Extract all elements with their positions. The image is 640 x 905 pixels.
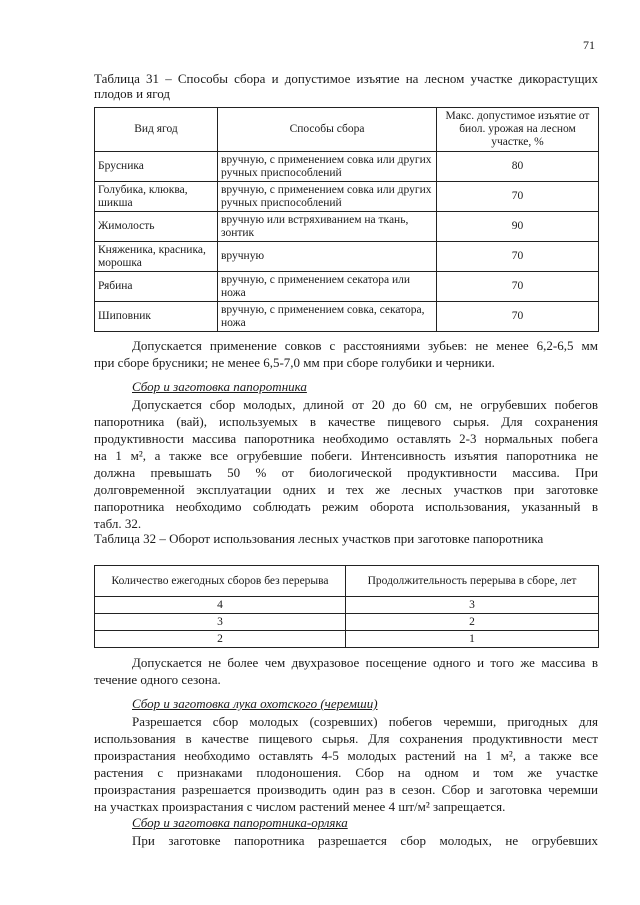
- table31-cell: Брусника: [95, 152, 218, 182]
- text-line: должна превышать 50 % от биологической продуктивности массива. При: [94, 465, 598, 480]
- table31-header-cell: Вид ягод: [95, 108, 218, 152]
- table31-cell: Рябина: [95, 272, 218, 302]
- text-line: Допускается не более чем двухразовое посещение одного и того же массива в: [132, 655, 598, 670]
- table31-cell: 80: [437, 152, 599, 182]
- table31: [94, 107, 599, 332]
- table32-cell: 3: [95, 614, 346, 631]
- table-row: [95, 614, 599, 631]
- text-line: папоротника необходимо соблюдать режим оборота использования, указанный в: [94, 499, 598, 514]
- table31-cell: 90: [437, 212, 599, 242]
- table31-cell: 70: [437, 242, 599, 272]
- table32-header-row: [95, 566, 599, 597]
- section-heading-wild-garlic: Сбор и заготовка лука охотского (черемши): [132, 696, 378, 711]
- table32-header-cell: Количество ежегодных сборов без перерыва: [95, 566, 346, 597]
- table31-header-cell: Макс. допустимое изъятие от биол. урожая на лесном участке, %: [437, 108, 599, 152]
- table32-cell: 2: [346, 614, 599, 631]
- table32: [94, 565, 599, 648]
- text-line: табл. 32.: [94, 516, 142, 531]
- table32-cell: 3: [346, 597, 599, 614]
- section-heading-fern: Сбор и заготовка папоротника: [132, 379, 307, 394]
- table-row: [95, 631, 599, 648]
- text-line: Допускается применение совков с расстояниями зубьев: не менее 6,2-6,5 мм: [132, 338, 598, 353]
- table-row: [95, 272, 599, 302]
- table32-cell: 2: [95, 631, 346, 648]
- table32-cell: 1: [346, 631, 599, 648]
- text-line: Разрешается сбор молодых (созревших) побегов черемши, пригодных для: [132, 714, 598, 729]
- table31-header-row: [95, 108, 599, 152]
- table31-cell: Голубика, клюква, шикша: [95, 182, 218, 212]
- text-line: использования в качестве пищевого сырья. Для сохранения продуктивности мест: [94, 731, 598, 746]
- table-row: [95, 242, 599, 272]
- text-line: произрастания необходимо оставлять 4-5 молодых растений на 1 м², а также все: [94, 748, 598, 763]
- table31-header-cell: Способы сбора: [218, 108, 437, 152]
- table-row: [95, 597, 599, 614]
- table31-cell: вручную, с применением совка или других ручных приспособлений: [218, 182, 437, 212]
- paragraph-fern: [94, 396, 598, 532]
- text-line: течение одного сезона.: [94, 672, 221, 687]
- text-line: Допускается сбор молодых, длиной от 20 до 60 см, не огрубевших побегов: [132, 397, 598, 412]
- table32-header-cell: Продолжительность перерыва в сборе, лет: [346, 566, 599, 597]
- table32-cell: 4: [95, 597, 346, 614]
- text-line: при сборе брусники; не менее 6,5-7,0 мм при сборе голубики и черники.: [94, 355, 495, 370]
- table-row: [95, 182, 599, 212]
- table31-cell: вручную, с применением совка, секатора, ножа: [218, 302, 437, 332]
- table31-cell: Жимолость: [95, 212, 218, 242]
- text-line: папоротника (вай), используемых в качестве пищевого сырья. Для сохранения: [94, 414, 598, 429]
- table32-caption: Таблица 32 – Оборот использования лесных участков при заготовке папоротника: [94, 531, 544, 546]
- table-row: [95, 212, 599, 242]
- table31-cell: Княженика, красника, морошка: [95, 242, 218, 272]
- text-line: При заготовке папоротника разрешается сбор молодых, не огрубевших: [132, 833, 598, 848]
- table31-cell: вручную или встряхиванием на ткань, зонтик: [218, 212, 437, 242]
- table31-caption: Таблица 31 – Способы сбора и допустимое изъятие на лесном участке дикорастущих плодов и ягод: [94, 71, 598, 101]
- paragraph-wild-garlic: [94, 713, 598, 815]
- table-row: [95, 152, 599, 182]
- table-row: [95, 302, 599, 332]
- paragraph-scoop-spacing: [94, 337, 598, 371]
- paragraph-visits: [94, 654, 598, 688]
- table31-cell: 70: [437, 182, 599, 212]
- table31-cell: Шиповник: [95, 302, 218, 332]
- text-line: долговременной эксплуатации одних и тех же лесных участков при заготовке: [94, 482, 598, 497]
- text-line: на 1 м², а также все огрубевшие побеги. Интенсивность изъятия папоротника не: [94, 448, 598, 463]
- table31-cell: 70: [437, 272, 599, 302]
- table31-cell: 70: [437, 302, 599, 332]
- table31-cell: вручную: [218, 242, 437, 272]
- text-line: растения с признаками плодоношения. Сбор на одном и том же участке: [94, 765, 598, 780]
- section-heading-bracken: Сбор и заготовка папоротника-орляка: [132, 815, 348, 830]
- table31-cell: вручную, с применением секатора или ножа: [218, 272, 437, 302]
- table31-cell: вручную, с применением совка или других ручных приспособлений: [218, 152, 437, 182]
- page-number: 71: [583, 38, 595, 52]
- paragraph-bracken: [94, 832, 598, 849]
- text-line: произрастания разрешается производить один раз в сезон. Сбор и заготовка черемши: [94, 782, 598, 797]
- text-line: продуктивности массива папоротника необходимо оставлять 2-3 нормальных побега: [94, 431, 598, 446]
- text-line: на участках произрастания с числом растений менее 4 шт/м² запрещается.: [94, 799, 506, 814]
